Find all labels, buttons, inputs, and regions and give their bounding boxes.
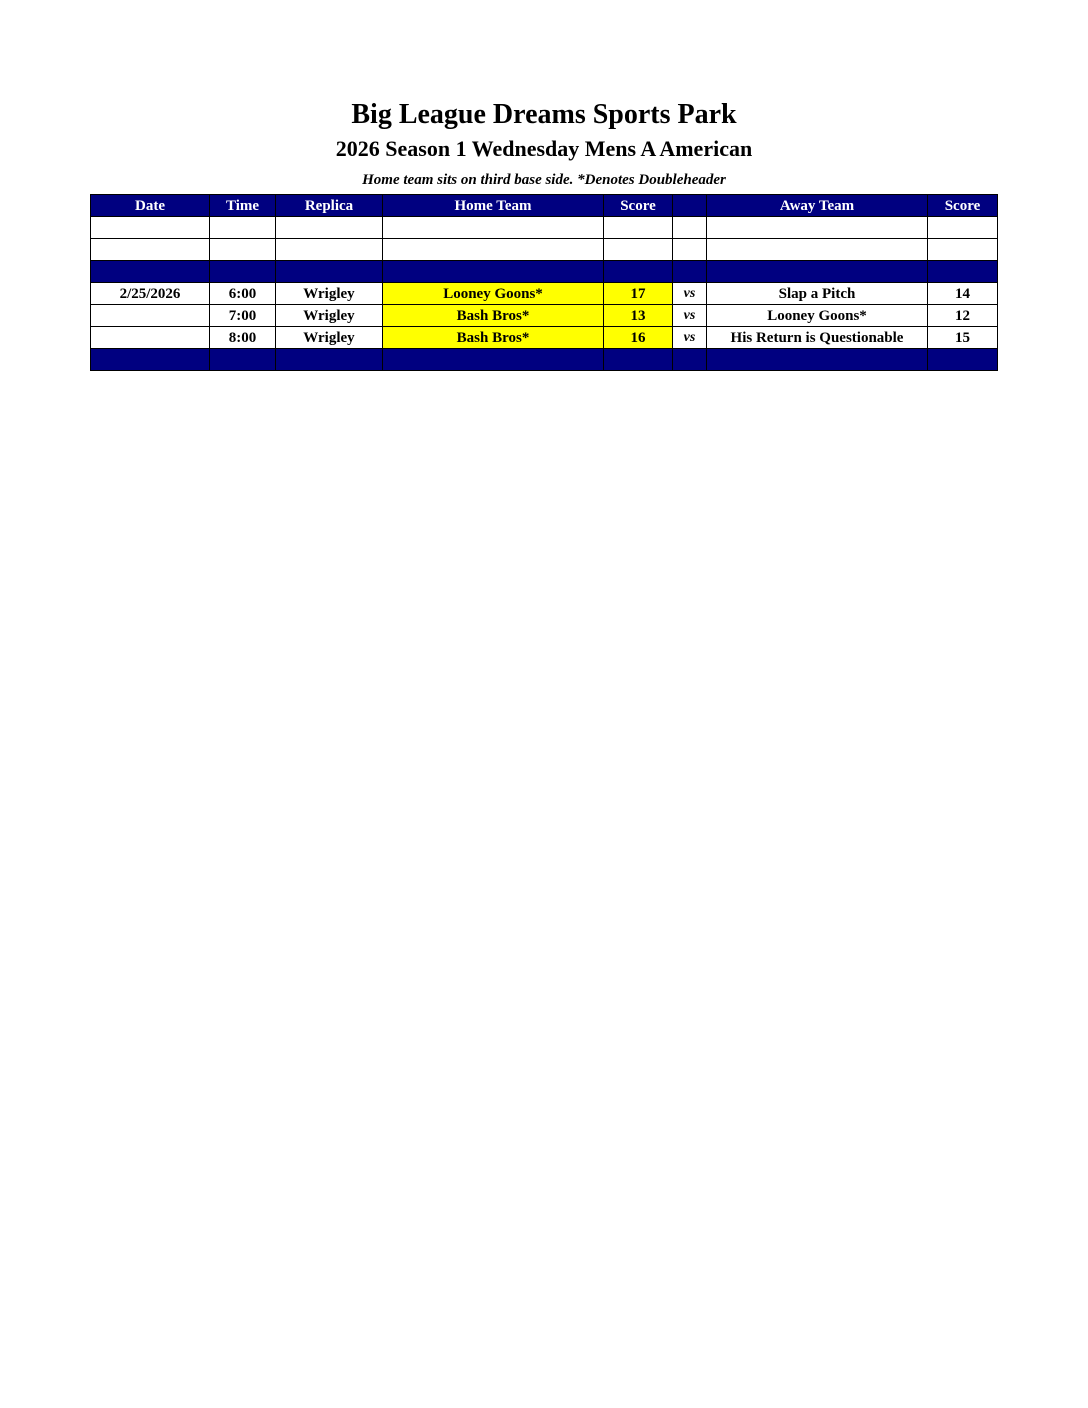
away-team: His Return is Questionable <box>707 327 928 349</box>
away-score: 14 <box>928 283 998 305</box>
game-row <box>91 283 998 305</box>
home-team: Bash Bros* <box>383 327 604 349</box>
vs-label: vs <box>673 283 707 305</box>
col-header-away-team: Away Team <box>707 195 928 217</box>
game-replica: Wrigley <box>276 305 383 327</box>
schedule-table <box>90 194 998 371</box>
col-header-home-team: Home Team <box>383 195 604 217</box>
game-replica: Wrigley <box>276 283 383 305</box>
home-score: 13 <box>604 305 673 327</box>
away-score: 12 <box>928 305 998 327</box>
game-row <box>91 327 998 349</box>
col-header-away-score: Score <box>928 195 998 217</box>
separator-band-row <box>91 261 998 283</box>
col-header-time: Time <box>210 195 276 217</box>
away-team: Slap a Pitch <box>707 283 928 305</box>
league-subtitle: 2026 Season 1 Wednesday Mens A American <box>335 136 753 161</box>
game-time: 8:00 <box>210 327 276 349</box>
empty-row <box>91 217 998 239</box>
game-row <box>91 305 998 327</box>
vs-label: vs <box>673 305 707 327</box>
game-time: 6:00 <box>210 283 276 305</box>
home-team: Bash Bros* <box>383 305 604 327</box>
home-score: 16 <box>604 327 673 349</box>
col-header-date: Date <box>91 195 210 217</box>
home-team: Looney Goons* <box>383 283 604 305</box>
game-replica: Wrigley <box>276 327 383 349</box>
col-header-vs <box>673 195 707 217</box>
vs-label: vs <box>673 327 707 349</box>
header-row <box>91 195 998 217</box>
separator-band-row <box>91 349 998 371</box>
schedule-note: Home team sits on third base side. *Denotes Doubleheader <box>362 172 726 188</box>
game-time: 7:00 <box>210 305 276 327</box>
page-title: Big League Dreams Sports Park <box>351 99 737 130</box>
empty-row <box>91 239 998 261</box>
away-team: Looney Goons* <box>707 305 928 327</box>
away-score: 15 <box>928 327 998 349</box>
game-date: 2/25/2026 <box>91 283 210 305</box>
col-header-home-score: Score <box>604 195 673 217</box>
home-score: 17 <box>604 283 673 305</box>
game-date <box>91 327 210 349</box>
col-header-replica: Replica <box>276 195 383 217</box>
game-date <box>91 305 210 327</box>
